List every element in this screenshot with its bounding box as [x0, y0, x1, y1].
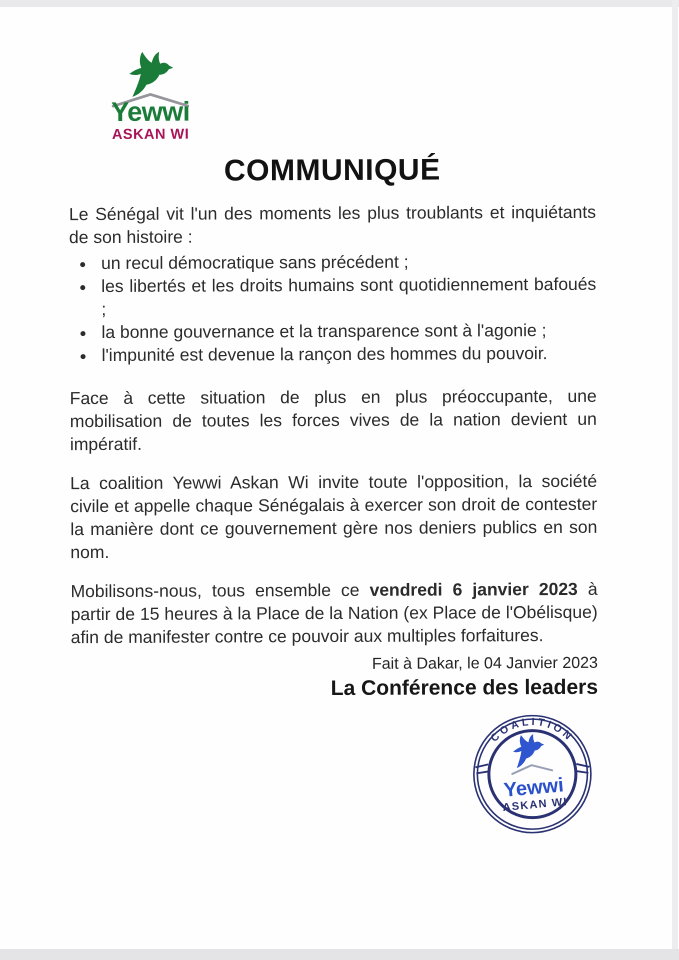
grievance-list	[69, 249, 596, 366]
paragraph-coalition: La coalition Yewwi Askan Wi invite toute l'opposition, la société civile et appelle chaque Sénégalais à exercer son droit de contester la manière dont ce gouvernement gère nos deniers publics en son nom.	[70, 470, 598, 562]
paragraph-situation: Face à cette situation de plus en plus préoccupante, une mobilisation de toutes les forces vives de la nation devient un impératif.	[69, 385, 597, 454]
photo-edge-right	[672, 0, 678, 960]
mobilize-suffix: à partir de 15 heures à la Place de la Nation (ex Place de l'Obélisque) afin de manifester contre ce pouvoir aux multiples forfaitures.	[70, 578, 598, 647]
logo-brand: Yewwi	[111, 96, 190, 127]
document-content	[68, 0, 599, 838]
paragraph-mobilization	[71, 577, 598, 648]
mobilize-prefix: Mobilisons-nous, tous ensemble ce	[70, 579, 370, 601]
list-item: • l'impunité est devenue la rançon des hommes du pouvoir.	[97, 341, 596, 366]
coalition-stamp-seal	[466, 711, 599, 836]
photo-edge-bottom	[0, 949, 679, 960]
list-item: • les libertés et les droits humains sont quotidiennement bafoués ;	[97, 272, 596, 320]
stamp-brand-sub: ASKAN WI	[502, 795, 569, 814]
stamp-brand: Yewwi	[502, 773, 565, 802]
list-item: • la bonne gouvernance et la transparence sont à l'agonie ;	[97, 318, 596, 343]
mobilize-date-bold: vendredi 6 janvier 2023	[369, 578, 578, 600]
closing-block	[71, 654, 598, 701]
intro-paragraph: Le Sénégal vit l'un des moments les plus troublants et inquiétants de son histoire :	[68, 201, 596, 247]
stamp-roofline-icon	[512, 763, 552, 774]
logo-brand-sub: ASKAN WI	[111, 126, 190, 143]
stamp-arc-text: COALITION	[488, 715, 576, 745]
page-title: COMMUNIQUÉ	[223, 153, 441, 187]
signature-line: La Conférence des leaders	[330, 675, 599, 700]
yewwi-logo	[90, 49, 210, 143]
list-item: • un recul démocratique sans précédent ;	[97, 249, 596, 274]
place-date-line: Fait à Dakar, le 04 Janvier 2023	[371, 654, 598, 673]
stamp-dove-icon	[512, 733, 547, 768]
